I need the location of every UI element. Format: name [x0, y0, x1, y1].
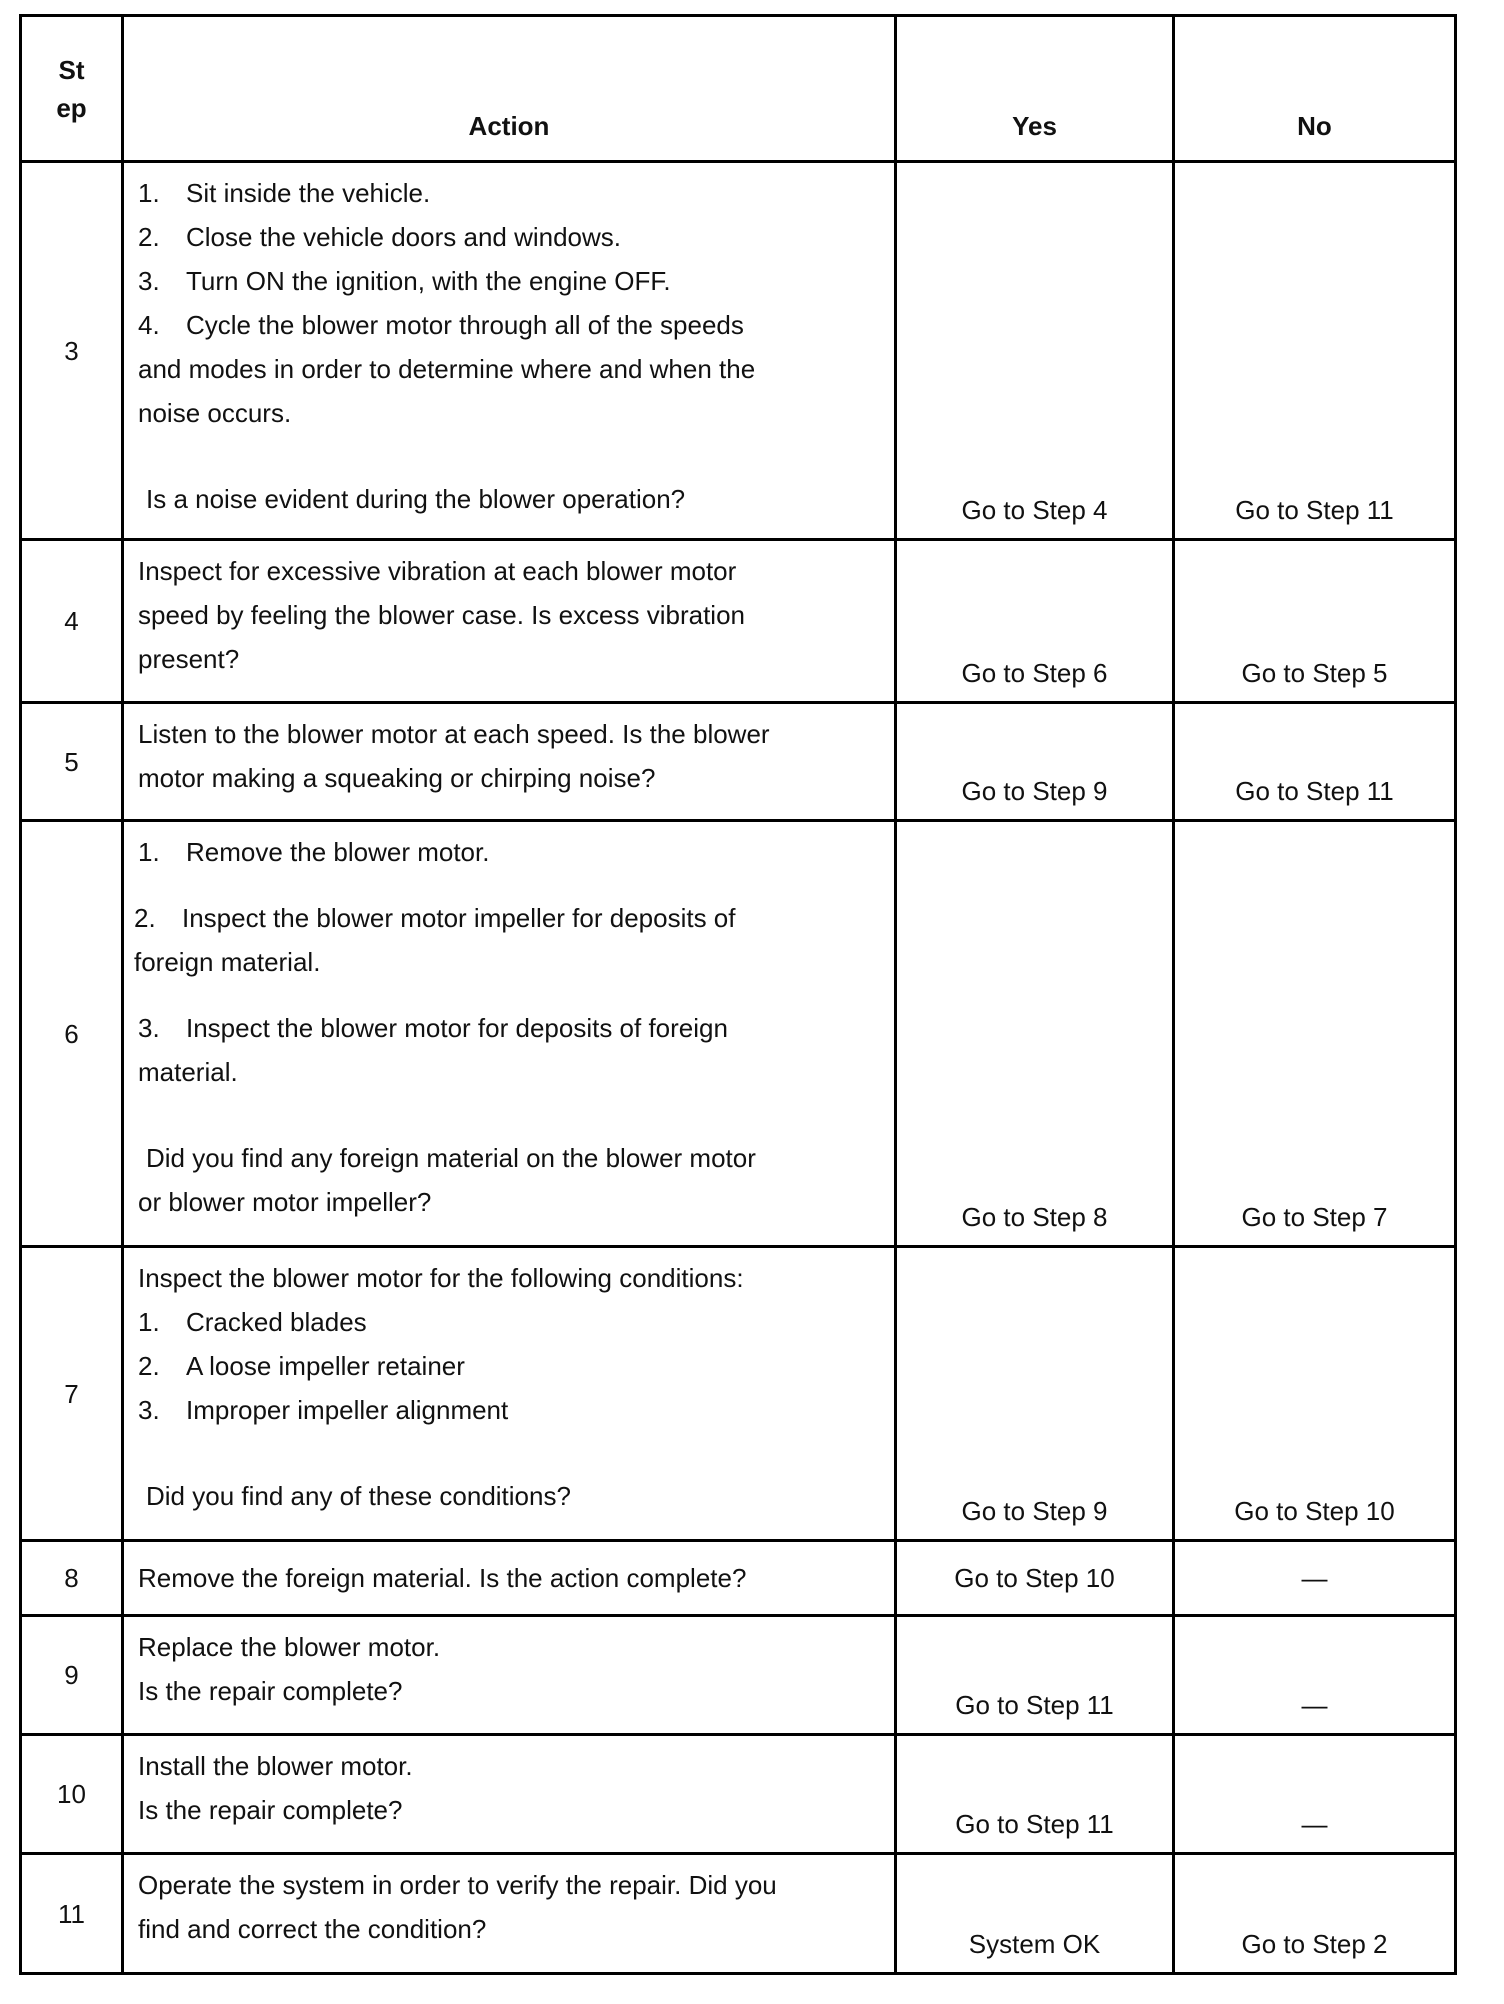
no-cell: — [1174, 1616, 1456, 1735]
header-yes: Yes [896, 16, 1174, 162]
list-item: 2. Inspect the blower motor impeller for deposits of [134, 903, 736, 933]
table-row [21, 162, 1456, 540]
yes-cell: Go to Step 10 [896, 1541, 1174, 1616]
action-cell: Listen to the blower motor at each speed. Is the blower motor making a squeaking or chirping noise? [123, 703, 896, 821]
table-row [21, 540, 1456, 703]
header-row [21, 16, 1456, 162]
yes-cell: Go to Step 11 [896, 1735, 1174, 1854]
table-row [21, 1541, 1456, 1616]
list-item: 4. Cycle the blower motor through all of the speeds [138, 310, 744, 340]
action-cell: 1. Remove the blower motor. 2. Inspect the blower motor impeller for deposits of foreign material. 3. Inspect the blower motor for deposits of foreign material. Did you find any foreign material on the blower motor or blower motor impeller? [123, 821, 896, 1247]
step-number: 9 [21, 1616, 123, 1735]
step-number: 4 [21, 540, 123, 703]
question: Did you find any foreign material on the blower motor [146, 1143, 756, 1173]
no-cell: Go to Step 10 [1174, 1247, 1456, 1541]
list-item: 2. Close the vehicle doors and windows. [138, 222, 622, 252]
list-item: 2. A loose impeller retainer [138, 1351, 465, 1381]
action-cell: Operate the system in order to verify the repair. Did you find and correct the condition? [123, 1854, 896, 1974]
step-number: 11 [21, 1854, 123, 1974]
action-cell: Inspect for excessive vibration at each blower motor speed by feeling the blower case. Is excess vibration present? [123, 540, 896, 703]
step-number: 5 [21, 703, 123, 821]
yes-cell: Go to Step 8 [896, 821, 1174, 1247]
table-row [21, 1247, 1456, 1541]
step-number: 10 [21, 1735, 123, 1854]
header-no: No [1174, 16, 1456, 162]
list-item: 3. Turn ON the ignition, with the engine OFF. [138, 266, 671, 296]
yes-cell: Go to Step 9 [896, 703, 1174, 821]
no-cell: — [1174, 1541, 1456, 1616]
yes-cell: Go to Step 11 [896, 1616, 1174, 1735]
question: Did you find any of these conditions? [146, 1481, 571, 1511]
table-row [21, 703, 1456, 821]
no-cell: Go to Step 11 [1174, 703, 1456, 821]
no-cell: — [1174, 1735, 1456, 1854]
no-cell: Go to Step 5 [1174, 540, 1456, 703]
step-number: 3 [21, 162, 123, 540]
step-number: 8 [21, 1541, 123, 1616]
yes-cell: Go to Step 4 [896, 162, 1174, 540]
step-number: 7 [21, 1247, 123, 1541]
list-item: 1. Remove the blower motor. [138, 837, 490, 867]
table-row [21, 821, 1456, 1247]
header-step: St ep [21, 16, 123, 162]
table-row [21, 1735, 1456, 1854]
list-item: 3. Improper impeller alignment [138, 1395, 509, 1425]
action-cell: Install the blower motor. Is the repair complete? [123, 1735, 896, 1854]
yes-cell: Go to Step 9 [896, 1247, 1174, 1541]
yes-cell: Go to Step 6 [896, 540, 1174, 703]
no-cell: Go to Step 2 [1174, 1854, 1456, 1974]
question: Is a noise evident during the blower operation? [146, 484, 686, 514]
diagnostic-table [19, 14, 1457, 1975]
no-cell: Go to Step 11 [1174, 162, 1456, 540]
list-item: 1. Sit inside the vehicle. [138, 178, 431, 208]
action-cell: Remove the foreign material. Is the action complete? [123, 1541, 896, 1616]
header-action: Action [123, 16, 896, 162]
action-cell: Replace the blower motor. Is the repair complete? [123, 1616, 896, 1735]
yes-cell: System OK [896, 1854, 1174, 1974]
list-item: 1. Cracked blades [138, 1307, 367, 1337]
action-cell: 1. Sit inside the vehicle. 2. Close the vehicle doors and windows. 3. Turn ON the ignition, with the engine OFF. 4. Cycle the blower motor through all of the speeds and modes in order to determine where and when the noise occurs. Is a noise evident during the blower operation? [123, 162, 896, 540]
list-item: 3. Inspect the blower motor for deposits of foreign [138, 1013, 728, 1043]
table-row [21, 1854, 1456, 1974]
step-number: 6 [21, 821, 123, 1247]
action-cell: Inspect the blower motor for the following conditions: 1. Cracked blades 2. A loose impeller retainer 3. Improper impeller alignment Did you find any of these conditions? [123, 1247, 896, 1541]
table-row [21, 1616, 1456, 1735]
no-cell: Go to Step 7 [1174, 821, 1456, 1247]
